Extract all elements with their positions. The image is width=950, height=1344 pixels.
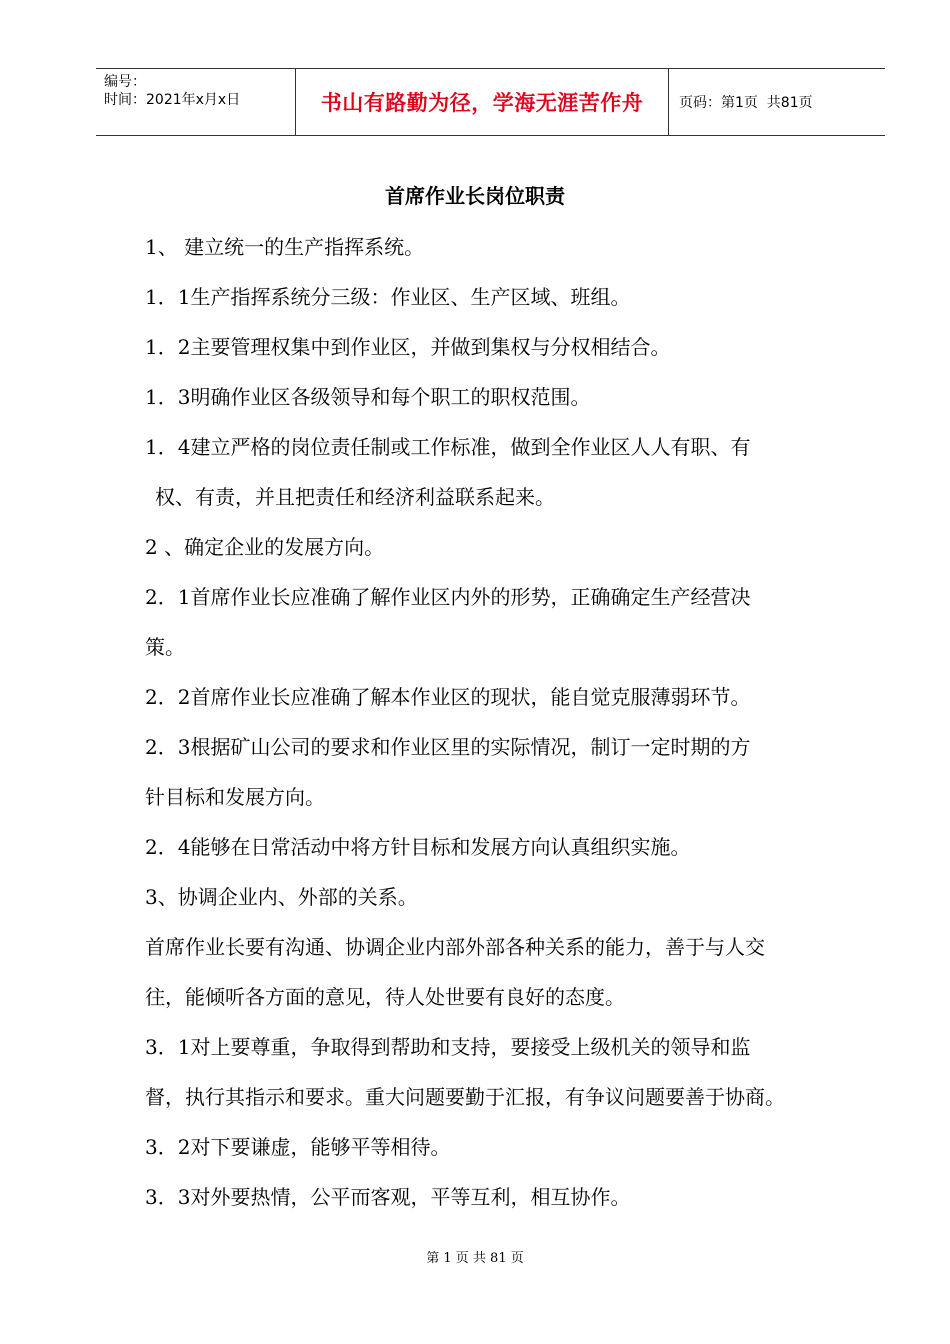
body-line: 1．1生产指挥系统分三级：作业区、生产区域、班组。 [145,285,631,309]
header-motto: 书山有路勤为径，学海无涯苦作舟 [296,69,669,135]
time-label: 时间：2021年x月x日 [104,92,241,108]
header-page-info: 页码：第1页 共81页 [679,95,813,111]
body-line: 往，能倾听各方面的意见，待人处世要有良好的态度。 [145,985,625,1009]
body-line: 2 、确定企业的发展方向。 [145,535,385,559]
body-line: 针目标和发展方向。 [145,785,325,809]
body-line: 2．1首席作业长应准确了解作业区内外的形势，正确确定生产经营决 [145,585,751,609]
body-line: 1．2主要管理权集中到作业区，并做到集权与分权相结合。 [145,335,671,359]
body-line: 3．1对上要尊重，争取得到帮助和支持，要接受上级机关的领导和监 [145,1035,751,1059]
body-line: 3．2对下要谦虚，能够平等相待。 [145,1135,451,1159]
body-line: 1．4建立严格的岗位责任制或工作标准，做到全作业区人人有职、有 [145,435,751,459]
body-line: 3、协调企业内、外部的关系。 [145,885,418,909]
body-line: 1．3明确作业区各级领导和每个职工的职权范围。 [145,385,591,409]
body-line: 2．3根据矿山公司的要求和作业区里的实际情况，制订一定时期的方 [145,735,751,759]
body-line: 3．3对外要热情，公平而客观，平等互利，相互协作。 [145,1185,631,1209]
body-line: 2．2首席作业长应准确了解本作业区的现状，能自觉克服薄弱环节。 [145,685,751,709]
header-meta-cell [96,69,296,135]
document-body [145,222,865,1222]
body-line: 首席作业长要有沟通、协调企业内部外部各种关系的能力，善于与人交 [145,935,765,959]
body-line: 督，执行其指示和要求。重大问题要勤于汇报，有争议问题要善于协商。 [145,1085,785,1109]
page-footer-text: 第 1 页 共 81 页 [426,1251,524,1266]
header-page-info-cell [669,69,885,135]
body-line: 策。 [145,635,185,659]
serial-number-label: 编号： [104,74,146,90]
body-line: 1、 建立统一的生产指挥系统。 [145,235,425,259]
page-footer [0,1247,950,1266]
body-line: 权、有责，并且把责任和经济利益联系起来。 [155,485,555,509]
document-header [96,68,885,136]
body-line: 2．4能够在日常活动中将方针目标和发展方向认真组织实施。 [145,835,691,859]
document-title: 首席作业长岗位职责 [385,184,565,208]
